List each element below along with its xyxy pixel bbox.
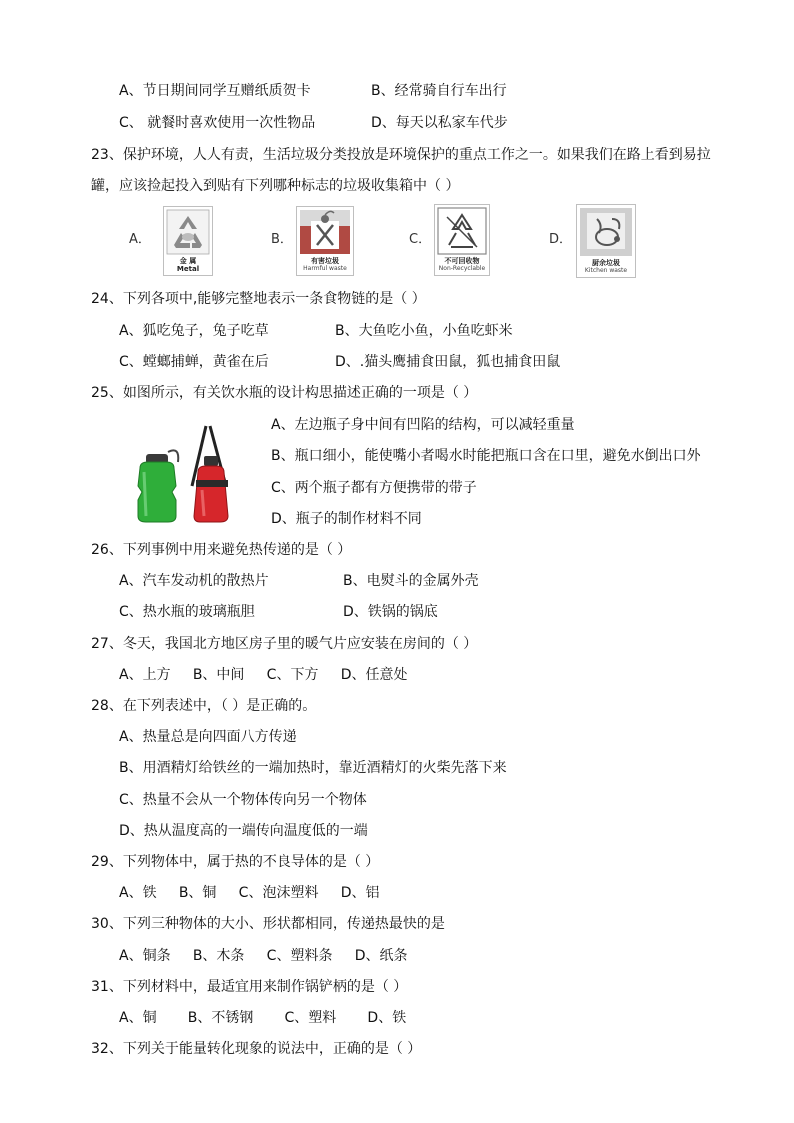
q26-option-c: C、热水瓶的玻璃瓶胆 bbox=[119, 604, 255, 620]
q28-option-d: D、热从温度高的一端传向温度低的一端 bbox=[119, 823, 368, 839]
q25-option-d: D、瓶子的制作材料不同 bbox=[271, 511, 422, 527]
q23-label-a: A． bbox=[129, 232, 151, 247]
q24-option-c: C、螳螂捕蝉，黄雀在后 bbox=[119, 354, 269, 370]
q24-option-d: D、.猫头鹰捕食田鼠，狐也捕食田鼠 bbox=[335, 354, 561, 370]
q24-stem: 24、下列各项中,能够完整地表示一条食物链的是（ ） bbox=[91, 291, 426, 307]
q27-stem: 27、冬天，我国北方地区房子里的暖气片应安装在房间的（ ） bbox=[91, 636, 478, 652]
kitchen-sign-cn: 厨余垃圾 bbox=[592, 259, 620, 267]
kitchen-waste-icon bbox=[577, 205, 635, 259]
non-recyclable-en: Non-Recyclable bbox=[438, 265, 486, 272]
q25-stem: 25、如图所示，有关饮水瓶的设计构思描述正确的一项是（ ） bbox=[91, 385, 478, 401]
q25-option-b: B、瓶口细小，能使嘴小者喝水时能把瓶口含在口里，避免水倒出口外 bbox=[271, 448, 701, 464]
metal-sign-cn: 金 属 bbox=[179, 257, 197, 265]
q23-stem-line2: 罐，应该捡起投入到贴有下列哪种标志的垃圾收集箱中（ ） bbox=[91, 178, 460, 194]
q31-stem: 31、下列材料中，最适宜用来制作锅铲柄的是（ ） bbox=[91, 979, 408, 995]
q23-label-d: D． bbox=[549, 232, 573, 247]
q31-options: A、铜 B、不锈钢 C、塑料 D、铁 bbox=[119, 1010, 407, 1026]
q29-options: A、铁 B、铜 C、泡沫塑料 D、铝 bbox=[119, 885, 380, 901]
q28-option-b: B、用酒精灯给铁丝的一端加热时，靠近酒精灯的火柴先落下来 bbox=[119, 760, 507, 776]
q22-option-d: D、每天以私家车代步 bbox=[371, 115, 508, 131]
q25-option-c: C、两个瓶子都有方便携带的带子 bbox=[271, 480, 477, 496]
q25-option-a: A、左边瓶子身中间有凹陷的结构，可以减轻重量 bbox=[271, 417, 575, 433]
q22-option-b: B、经常骑自行车出行 bbox=[371, 83, 507, 99]
q23-label-b: B． bbox=[271, 232, 293, 247]
non-recyclable-cn: 不可回收物 bbox=[444, 257, 480, 265]
q26-option-b: B、电熨斗的金属外壳 bbox=[343, 573, 479, 589]
q28-option-a: A、热量总是向四面八方传递 bbox=[119, 729, 297, 745]
q23-label-c: C． bbox=[409, 232, 432, 247]
q26-stem: 26、下列事例中用来避免热传递的是（ ） bbox=[91, 542, 352, 558]
q28-stem: 28、在下列表述中，（ ）是正确的。 bbox=[91, 698, 317, 714]
harmful-sign-cn: 有害垃圾 bbox=[311, 257, 339, 265]
non-recyclable-sign bbox=[434, 204, 490, 276]
water-bottles-image bbox=[126, 416, 242, 528]
q22-option-a: A、节日期间同学互赠纸质贺卡 bbox=[119, 83, 311, 99]
q27-options: A、上方 B、中间 C、下方 D、任意处 bbox=[119, 667, 408, 683]
q24-option-b: B、大鱼吃小鱼，小鱼吃虾米 bbox=[335, 323, 513, 339]
harmful-waste-sign bbox=[296, 206, 354, 276]
kitchen-sign-en: Kitchen waste bbox=[584, 267, 628, 274]
q26-option-d: D、铁锅的锅底 bbox=[343, 604, 438, 620]
metal-sign-en: Metal bbox=[176, 265, 200, 273]
q32-stem: 32、下列关于能量转化现象的说法中，正确的是（ ） bbox=[91, 1041, 422, 1057]
green-bottle bbox=[138, 450, 178, 522]
metal-recycle-icon bbox=[164, 207, 212, 257]
q23-stem-line1: 23、保护环境，人人有责，生活垃圾分类投放是环境保护的重点工作之一。如果我们在路上看到易拉 bbox=[91, 147, 711, 163]
harmful-waste-icon bbox=[297, 207, 353, 257]
harmful-sign-en: Harmful waste bbox=[303, 265, 347, 272]
q26-option-a: A、汽车发动机的散热片 bbox=[119, 573, 269, 589]
q22-option-c: C、 就餐时喜欢使用一次性物品 bbox=[119, 115, 316, 131]
non-recyclable-icon bbox=[435, 205, 489, 257]
q30-stem: 30、下列三种物体的大小、形状都相同，传递热最快的是 bbox=[91, 916, 445, 932]
red-bottle bbox=[192, 426, 228, 522]
q24-option-a: A、狐吃兔子，兔子吃草 bbox=[119, 323, 269, 339]
metal-sign bbox=[163, 206, 213, 276]
q28-option-c: C、热量不会从一个物体传向另一个物体 bbox=[119, 792, 367, 808]
q29-stem: 29、下列物体中，属于热的不良导体的是（ ） bbox=[91, 854, 380, 870]
kitchen-waste-sign bbox=[576, 204, 636, 278]
q30-options: A、铜条 B、木条 C、塑料条 D、纸条 bbox=[119, 948, 408, 964]
